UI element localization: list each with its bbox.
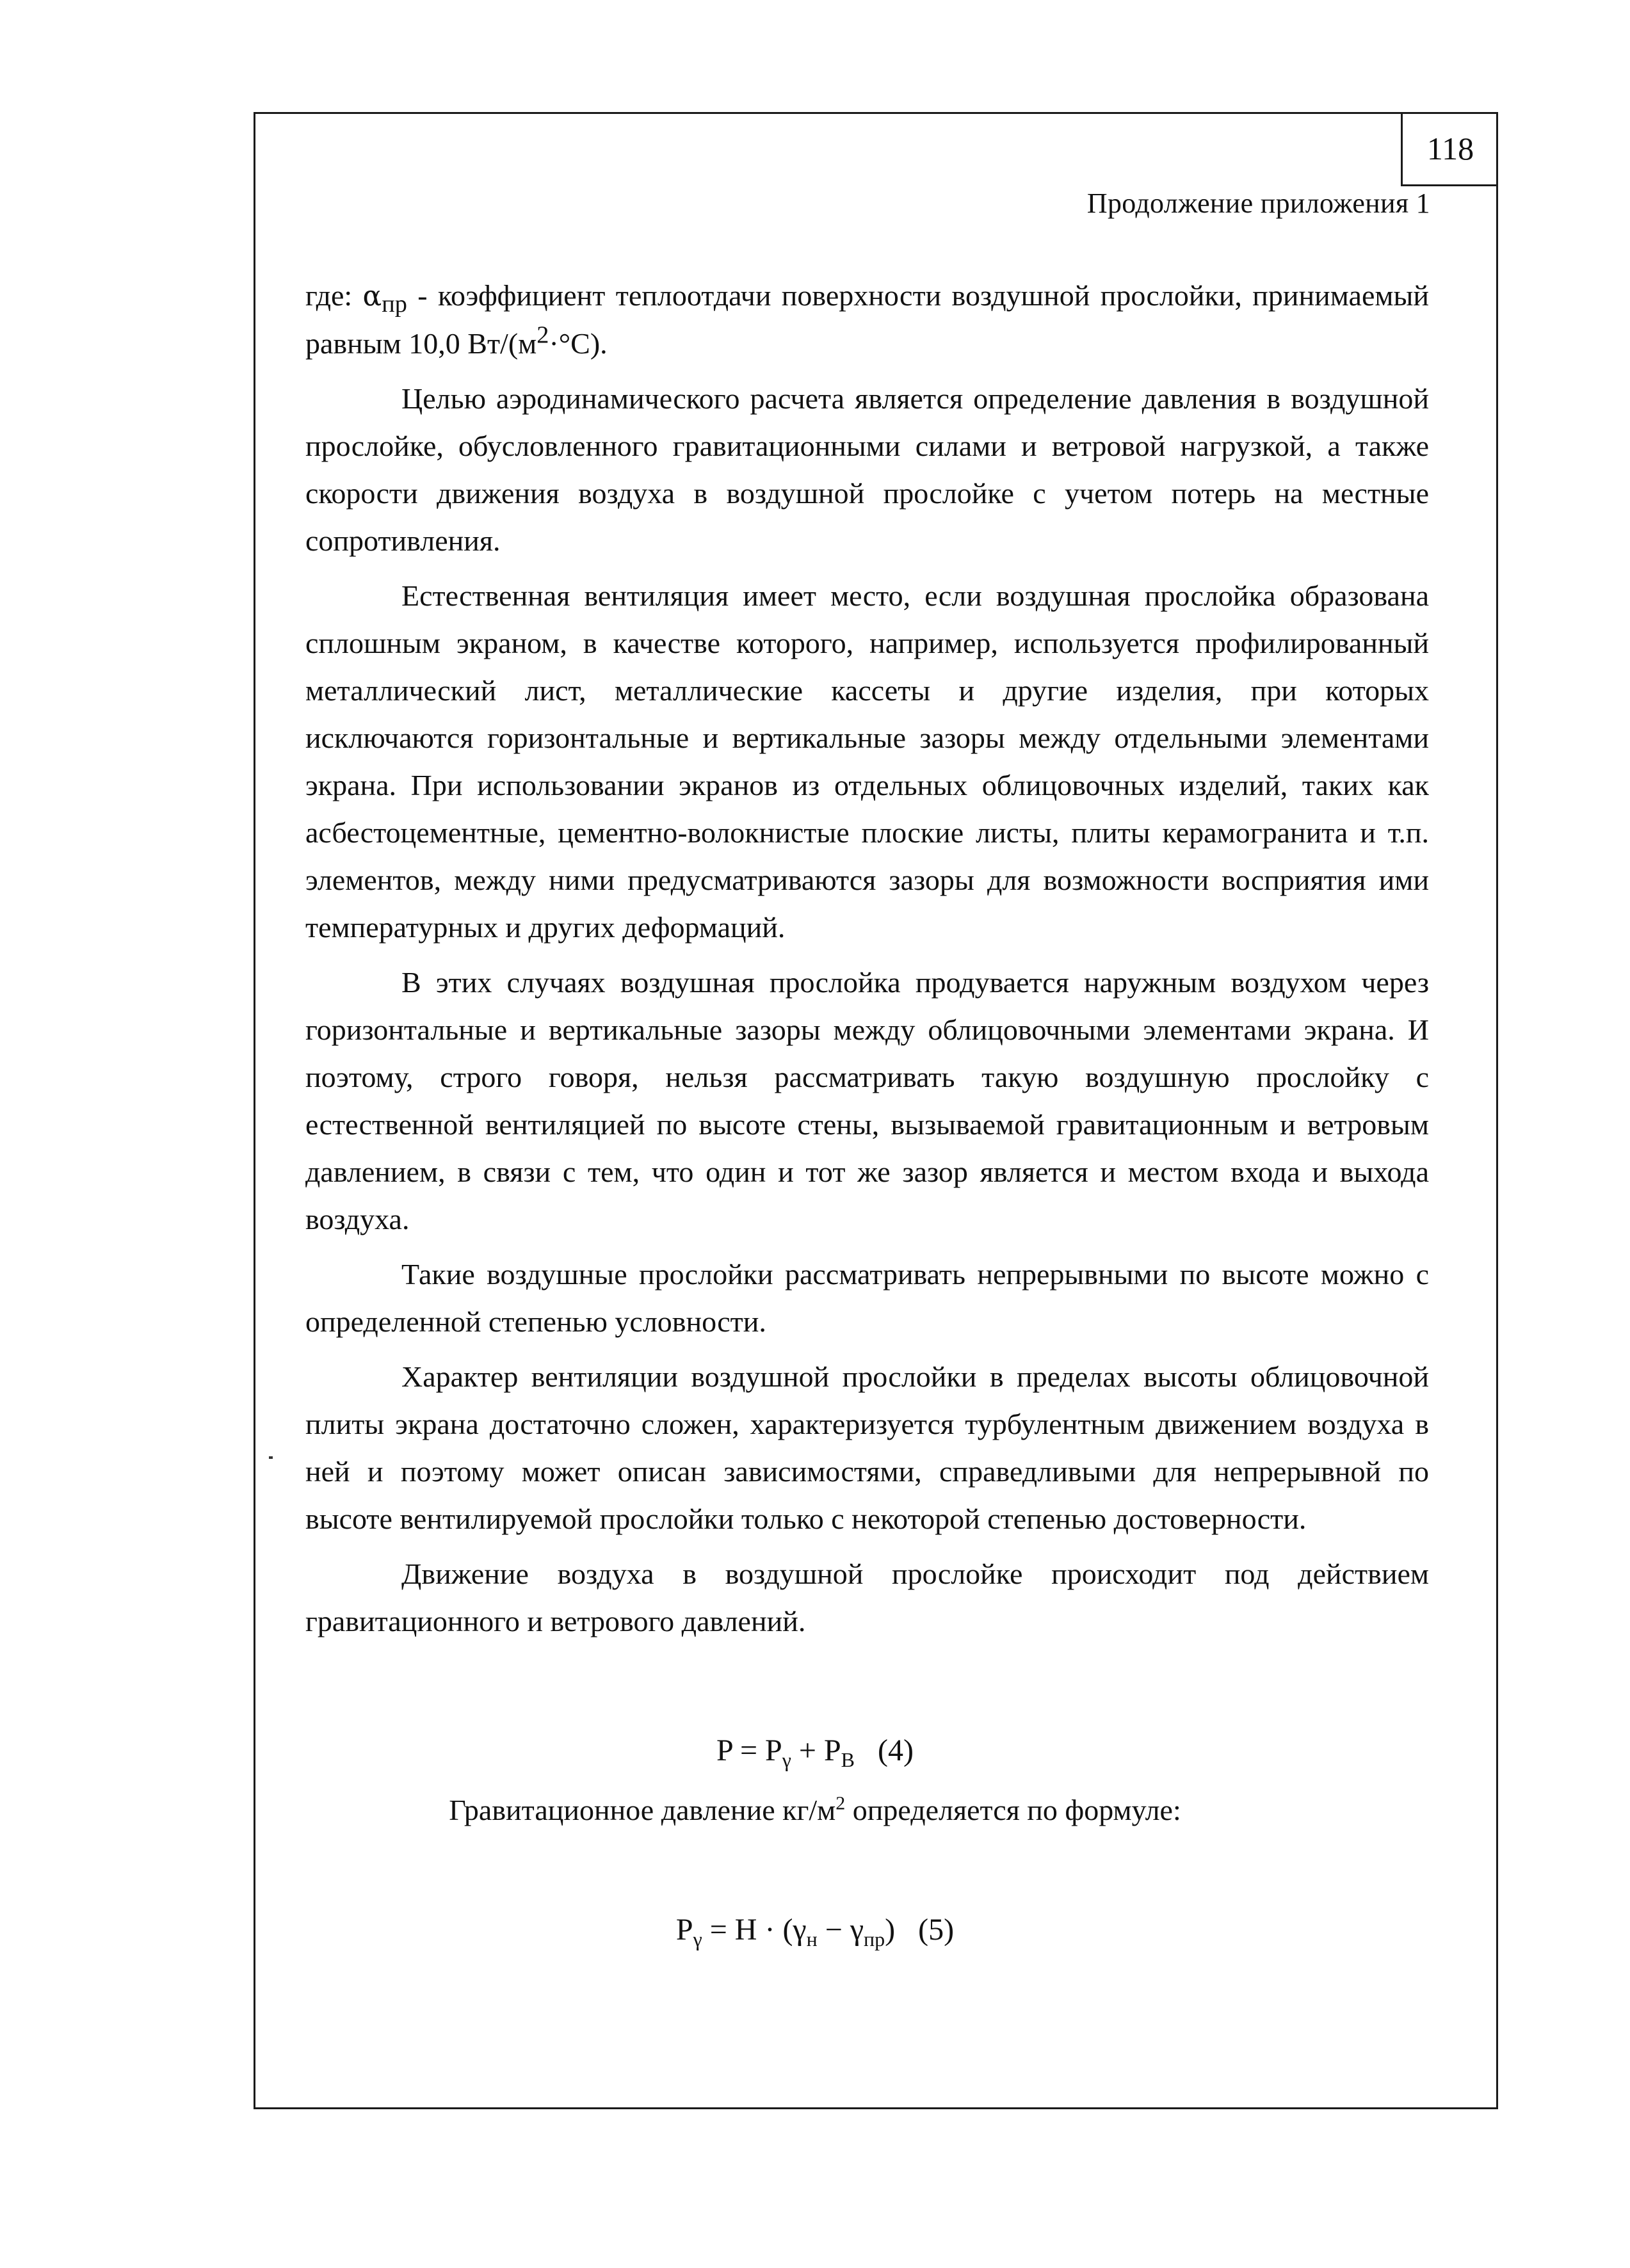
eq5-number: (5) — [918, 1913, 955, 1947]
equation-4 — [0, 1732, 1630, 1770]
page-number: 118 — [1401, 112, 1498, 186]
where-label: где: — [305, 279, 363, 312]
grav-line-text: Гравитационное давление кг/м — [449, 1794, 836, 1826]
alpha-subscript: пр — [382, 291, 407, 318]
eq4-lhs: P = P — [716, 1733, 782, 1767]
paragraph-gaps: В этих случаях воздушная прослойка продувается наружным воздухом через горизонтальные и вертикальные зазоры между облицовочными элементами экрана. И поэтому, строго говоря, нельзя рассматривать такую воздушную прослойку с естественной вентиляцией по высоте стены, вызываемой гравитационным и ветровым давлением, в связи с тем, что один и тот же зазор является и местом входа и выхода воздуха. — [305, 966, 1429, 1235]
paragraph-natural-ventilation: Естественная вентиляция имеет место, если воздушная прослойка образована сплошным экраном, в качестве которого, например, используется профилированный металлический лист, металлические кассеты и другие изделия, при которых исключаются горизонтальные и вертикальные зазоры между отдельными элементами экрана. При использовании экранов из отдельных облицовочных изделий, таких как асбестоцементные, цементно-волокнистые плоские листы, плиты керамогранита и т.п. элементов, между ними предусматриваются зазоры для возможности восприятия ими температурных и других деформаций. — [305, 579, 1429, 944]
eq5-close: ) — [885, 1913, 896, 1947]
eq4-sub-gamma: γ — [782, 1748, 791, 1771]
eq5-lhs: P — [675, 1913, 693, 1947]
eq4-plus: + P — [791, 1733, 841, 1767]
paragraph-alpha-definition — [305, 272, 1429, 367]
eq5-mid: = H · (γ — [702, 1913, 807, 1947]
equation-5 — [0, 1911, 1630, 1949]
paragraph-continuity: Такие воздушные прослойки рассматривать непрерывными по высоте можно с определенной степенью условности. — [305, 1258, 1429, 1338]
alpha-symbol: α — [362, 280, 382, 312]
appendix-continuation-note: Продолжение приложения 1 — [1086, 188, 1430, 219]
scan-speck — [269, 1456, 273, 1459]
grav-line-exponent: 2 — [835, 1792, 846, 1814]
eq5-sub-n: н — [806, 1927, 818, 1950]
unit-exponent: 2 — [537, 321, 549, 349]
unit-tail: ·°С). — [549, 327, 608, 360]
paragraph-turbulence: Характер вентиляции воздушной прослойки в пределах высоты облицовочной плиты экрана достаточно сложен, характеризуется турбулентным движением воздуха в ней и поэтому может описан зависимостями, справедливыми для непрерывной по высоте вентилируемой прослойки только с некоторой степенью достоверности. — [305, 1360, 1429, 1535]
alpha-definition-text: - коэффициент теплоотдачи поверхности воздушной прослойки, принимаемый равным 10,0 Вт/(м — [305, 279, 1430, 360]
eq5-minus: − γ — [817, 1913, 864, 1947]
gravitational-pressure-line — [0, 1791, 1630, 1830]
eq4-number: (4) — [877, 1733, 914, 1767]
eq4-sub-v: В — [841, 1748, 855, 1771]
grav-line-tail: определяется по формуле: — [845, 1794, 1181, 1826]
eq5-lhs-sub: γ — [693, 1927, 702, 1950]
body-text — [305, 272, 1429, 1653]
eq5-sub-pr: пр — [864, 1927, 885, 1950]
paragraph-purpose: Целью аэродинамического расчета является определение давления в воздушной прослойке, обусловленного гравитационными силами и ветровой нагрузкой, а также скорости движения воздуха в воздушной прослойке с учетом потерь на местные сопротивления. — [305, 382, 1429, 557]
paragraph-air-movement: Движение воздуха в воздушной прослойке происходит под действием гравитационного и ветрового давлений. — [305, 1557, 1429, 1637]
